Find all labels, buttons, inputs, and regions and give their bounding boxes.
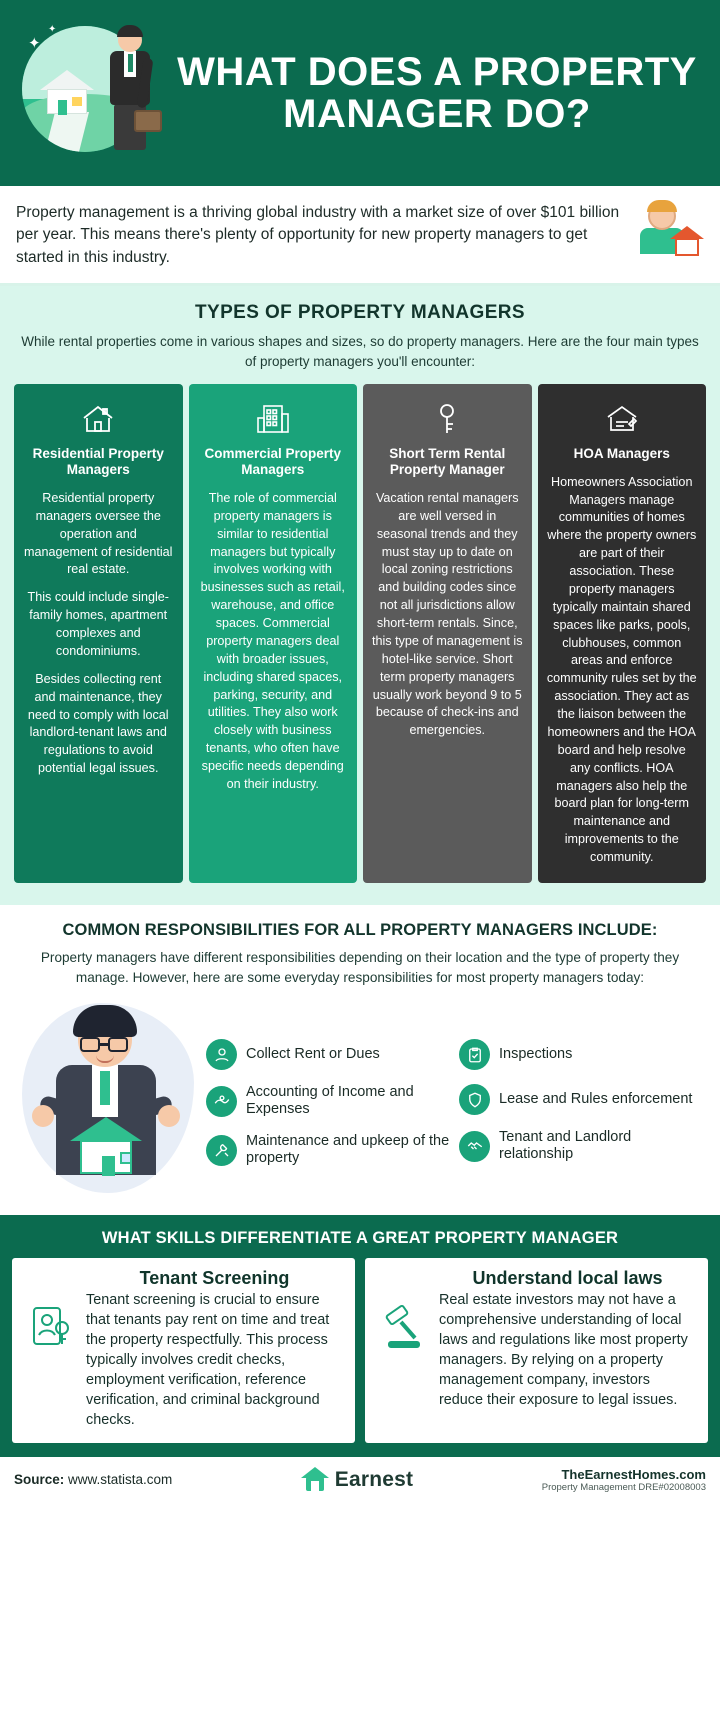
type-card-title: Commercial Property Managers (204, 445, 342, 477)
list-item-label: Maintenance and upkeep of the property (246, 1132, 450, 1167)
responsibilities-right-column (459, 1033, 704, 1168)
earnest-house-logo-icon (301, 1467, 329, 1493)
list-item (206, 1133, 451, 1168)
footer-site-info (542, 1467, 706, 1493)
type-card-paragraph: Homeowners Association Managers manage communities of homes where the property owners are part of their association. These property managers typically maintain shared spaces like parks, pools, clubhouses, common areas and enforce community rules set by the association. They act as the liaison between the homeowners and the HOA board and help resolve any conflicts. HOA managers also help the board plan for long-term maintenance and improvements to the community. (546, 474, 697, 865)
page-title-line1: WHAT DOES A PROPERTY (177, 50, 697, 94)
types-heading: TYPES OF PROPERTY MANAGERS (195, 302, 525, 324)
list-item (459, 1129, 704, 1164)
type-card-paragraph: Residential property managers oversee the operation and management of residential real estate. (24, 490, 173, 577)
skill-card-text: Real estate investors may not have a comprehensive understanding of local laws and regulations like most property managers. By relying on a property management company, investors reduce their exposure to legal issues. (439, 1292, 688, 1408)
key-icon (372, 396, 523, 442)
source-credit (14, 1472, 172, 1487)
type-card-paragraph: Vacation rental managers are well versed in seasonal trends and they must stay up to date on local zoning restrictions and building codes since not all jurisdictions allow short-term rentals. Since, this type of management is hotel-like service. Short term property managers usually work beyond 9 to 5 because of check-ins and emergencies. (372, 490, 523, 738)
intro-text: Property management is a thriving global industry with a market size of over $101 billion per year. This means there's plenty of opportunity for new property managers to get started in this industry. (16, 204, 620, 266)
list-item-label: Collect Rent or Dues (246, 1045, 380, 1062)
footer-license: Property Management DRE#02008003 (541, 1481, 706, 1493)
type-card-hoa (538, 384, 707, 883)
types-card-list (14, 384, 706, 883)
types-section (0, 286, 720, 905)
sparkle-icon: ✦ (28, 35, 41, 52)
type-card-title: Short Term Rental Property Manager (389, 445, 506, 477)
list-item (206, 1039, 451, 1070)
list-item-label: Accounting of Income and Expenses (246, 1084, 414, 1118)
page-title-line2: MANAGER DO? (283, 92, 591, 136)
list-item-label: Lease and Rules enforcement (499, 1090, 693, 1107)
house-and-manager-illustration (14, 18, 164, 168)
skill-card-tenant-screening (12, 1258, 355, 1442)
skills-heading: WHAT SKILLS DIFFERENTIATE A GREAT PROPERTY MANAGER (101, 1229, 619, 1248)
maintenance-tools-icon (206, 1135, 237, 1166)
responsibilities-left-column (206, 1033, 451, 1168)
brand-logo (301, 1467, 413, 1493)
house-icon (40, 70, 94, 114)
gavel-icon (377, 1268, 431, 1354)
type-card-title: Residential Property Managers (32, 445, 164, 477)
tenant-screening-icon (24, 1268, 78, 1354)
document-shield-icon (459, 1084, 490, 1115)
skills-section (0, 1215, 720, 1456)
list-item-label: Tenant and Landlord relationship (499, 1129, 632, 1163)
list-item (206, 1084, 451, 1119)
types-subheading: While rental properties come in various shapes and sizes, so do property managers. Here are the four main types of property managers you'll encounter: (21, 334, 699, 369)
person-with-house-icon (628, 202, 704, 268)
sparkle-icon: ✦ (48, 24, 57, 35)
intro-section (0, 186, 720, 286)
skill-card-title: Understand local laws (472, 1268, 663, 1289)
handshake-icon (459, 1131, 490, 1162)
type-card-commercial (189, 384, 358, 883)
responsibilities-heading: COMMON RESPONSIBILITIES FOR ALL PROPERTY MANAGERS INCLUDE: (62, 920, 658, 939)
type-card-short-term-rental (363, 384, 532, 883)
type-card-paragraph: This could include single-family homes, apartment complexes and condominiums. (27, 590, 169, 658)
skill-card-title: Tenant Screening (139, 1268, 290, 1289)
skill-card-understand-local-laws (365, 1258, 708, 1442)
skill-card-text: Tenant screening is crucial to ensure that tenants pay rent on time and treat the property respectfully. This process typically involves credit checks, employment verification, reference verification, and criminal background checks. (86, 1292, 330, 1428)
house-contract-icon (547, 396, 698, 442)
brand-name: Earnest (334, 1467, 414, 1491)
page-title (174, 51, 706, 135)
header (0, 0, 720, 186)
responsibilities-section (0, 905, 720, 1215)
source-label: Source: (14, 1472, 65, 1487)
responsibilities-subheading: Property managers have different responsibilities depending on their location and the type of property they manage. However, here are some everyday responsibilities for most property managers today: (40, 949, 680, 985)
footer (0, 1457, 720, 1507)
list-item-label: Inspections (499, 1045, 573, 1062)
house-icon (23, 396, 174, 442)
type-card-paragraph: Besides collecting rent and maintenance, they need to comply with local landlord-tenant laws and regulations to avoid potential legal issues. (27, 671, 169, 776)
manager-figure-icon (100, 24, 162, 164)
property-manager-holding-house-illustration (16, 995, 200, 1205)
clipboard-check-icon (459, 1039, 490, 1070)
list-item (459, 1084, 704, 1115)
money-hand-icon (206, 1039, 237, 1070)
list-item (459, 1039, 704, 1070)
type-card-title: HOA Managers (573, 445, 670, 461)
office-building-icon (198, 396, 349, 442)
source-value: www.statista.com (68, 1472, 173, 1487)
accounting-icon (206, 1086, 237, 1117)
type-card-residential (14, 384, 183, 883)
footer-site-url: TheEarnestHomes.com (561, 1466, 706, 1482)
type-card-paragraph: The role of commercial property managers is similar to residential managers but typically involves working with businesses such as retail, warehouse, and office spaces. Commercial property managers deal with broader issues, including shared spaces, parking, security, and utilities. They also work closely with business tenants, who often have specific needs depending on their industry. (200, 490, 345, 791)
